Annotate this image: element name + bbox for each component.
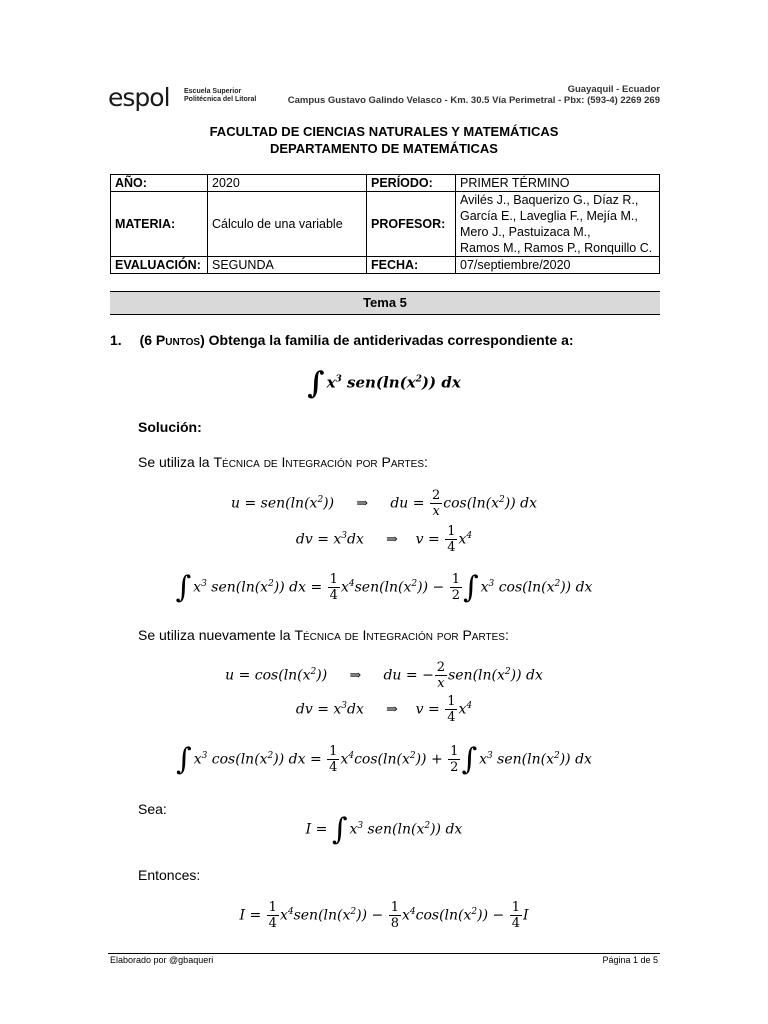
header-address: Guayaquil - Ecuador Campus Gustavo Galindo Velasco - Km. 30.5 Vía Perimetral - Pbx: (593-4) 2269 269	[287, 84, 660, 106]
logo-subtitle: Escuela Superior Politécnica del Litoral	[184, 88, 257, 103]
page-header	[108, 84, 660, 112]
date-value: 07/septiembre/2020	[456, 257, 660, 274]
problem-statement: 1. (6 Puntos) Obtenga la familia de antiderivadas correspondiente a:	[110, 332, 574, 348]
footer-rule	[108, 953, 660, 954]
eq-parts-result-1: ∫ $x^3$ $sen(\ln(x^2))$ dx = $\frac{1}{4}$ $x^4sen(\ln(x^2))$ − $\frac{1}{2}$ ∫ $x^3$ $\cos(\ln(x^2))$ dx	[175, 570, 593, 605]
eq-final-i: I = $\frac{1}{4}$ $x^4sen(\ln(x^2))$ − $\frac{1}{8}$ $x^4\cos(\ln(x^2))$ − $\frac{1}{4}$ I	[239, 900, 529, 931]
entonces-label: Entonces:	[138, 867, 201, 883]
date-label: FECHA:	[367, 257, 456, 274]
footer-page-number: Página 1 de 5	[602, 955, 658, 965]
eval-value: SEGUNDA	[208, 257, 367, 274]
eq-u-du-1: $u = sen(\ln(x^2))$ ⇒ du = $\frac{2}{x}$ $\cos(\ln(x^2))$ dx	[230, 488, 537, 519]
year-value: 2020	[208, 175, 367, 192]
eq-define-i: I = ∫ $x^3$ $sen(\ln(x^2))$ dx	[305, 812, 463, 847]
espol-logo: espol	[108, 83, 170, 112]
eq-dv-v-1: dv = $x^3dx$ ⇒ v = $\frac{1}{4}$ $x^4$	[295, 524, 473, 555]
sea-label: Sea:	[138, 801, 167, 817]
solution-label: Solución:	[138, 419, 202, 435]
period-value: PRIMER TÉRMINO	[456, 175, 660, 192]
subject-value: Cálculo de una variable	[208, 192, 367, 257]
main-integral: ∫ $x^3$ $sen(\ln(x^2))$ dx	[307, 366, 461, 401]
eq-parts-result-2: ∫ $x^3$ $\cos(\ln(x^2))$ dx = $\frac{1}{4}$ $x^4\cos(\ln(x^2))$ + $\frac{1}{2}$ ∫ $x^3$ $sen(\ln(x^2))$ dx	[176, 742, 592, 777]
eval-label: EVALUACIÓN:	[111, 257, 208, 274]
period-label: PERÍODO:	[367, 175, 456, 192]
professor-label: PROFESOR:	[367, 192, 456, 257]
text-technique-2: Se utiliza nuevamente la Técnica de Integración por Partes:	[138, 627, 509, 643]
professor-value: Avilés J., Baquerizo G., Díaz R., García E., Laveglia F., Mejía M., Mero J., Pastuizaca M., Ramos M., Ramos P., Ronquillo C.	[456, 192, 660, 257]
department-title: DEPARTAMENTO DE MATEMÁTICAS	[270, 141, 498, 156]
eq-u-du-2: $u = \cos(\ln(x^2))$ ⇒ du = − $\frac{2}{x}$ $sen(\ln(x^2))$ dx	[225, 660, 543, 691]
tema-banner: Tema 5	[110, 291, 660, 315]
eq-dv-v-2: dv = $x^3dx$ ⇒ v = $\frac{1}{4}$ $x^4$	[295, 694, 473, 725]
text-technique-1: Se utiliza la Técnica de Integración por Partes:	[138, 454, 428, 470]
exam-info-table	[110, 174, 660, 274]
subject-label: MATERIA:	[111, 192, 208, 257]
year-label: AÑO:	[111, 175, 208, 192]
footer-author: Elaborado por @gbaqueri	[110, 955, 214, 965]
faculty-title: FACULTAD DE CIENCIAS NATURALES Y MATEMÁTICAS	[209, 124, 559, 139]
